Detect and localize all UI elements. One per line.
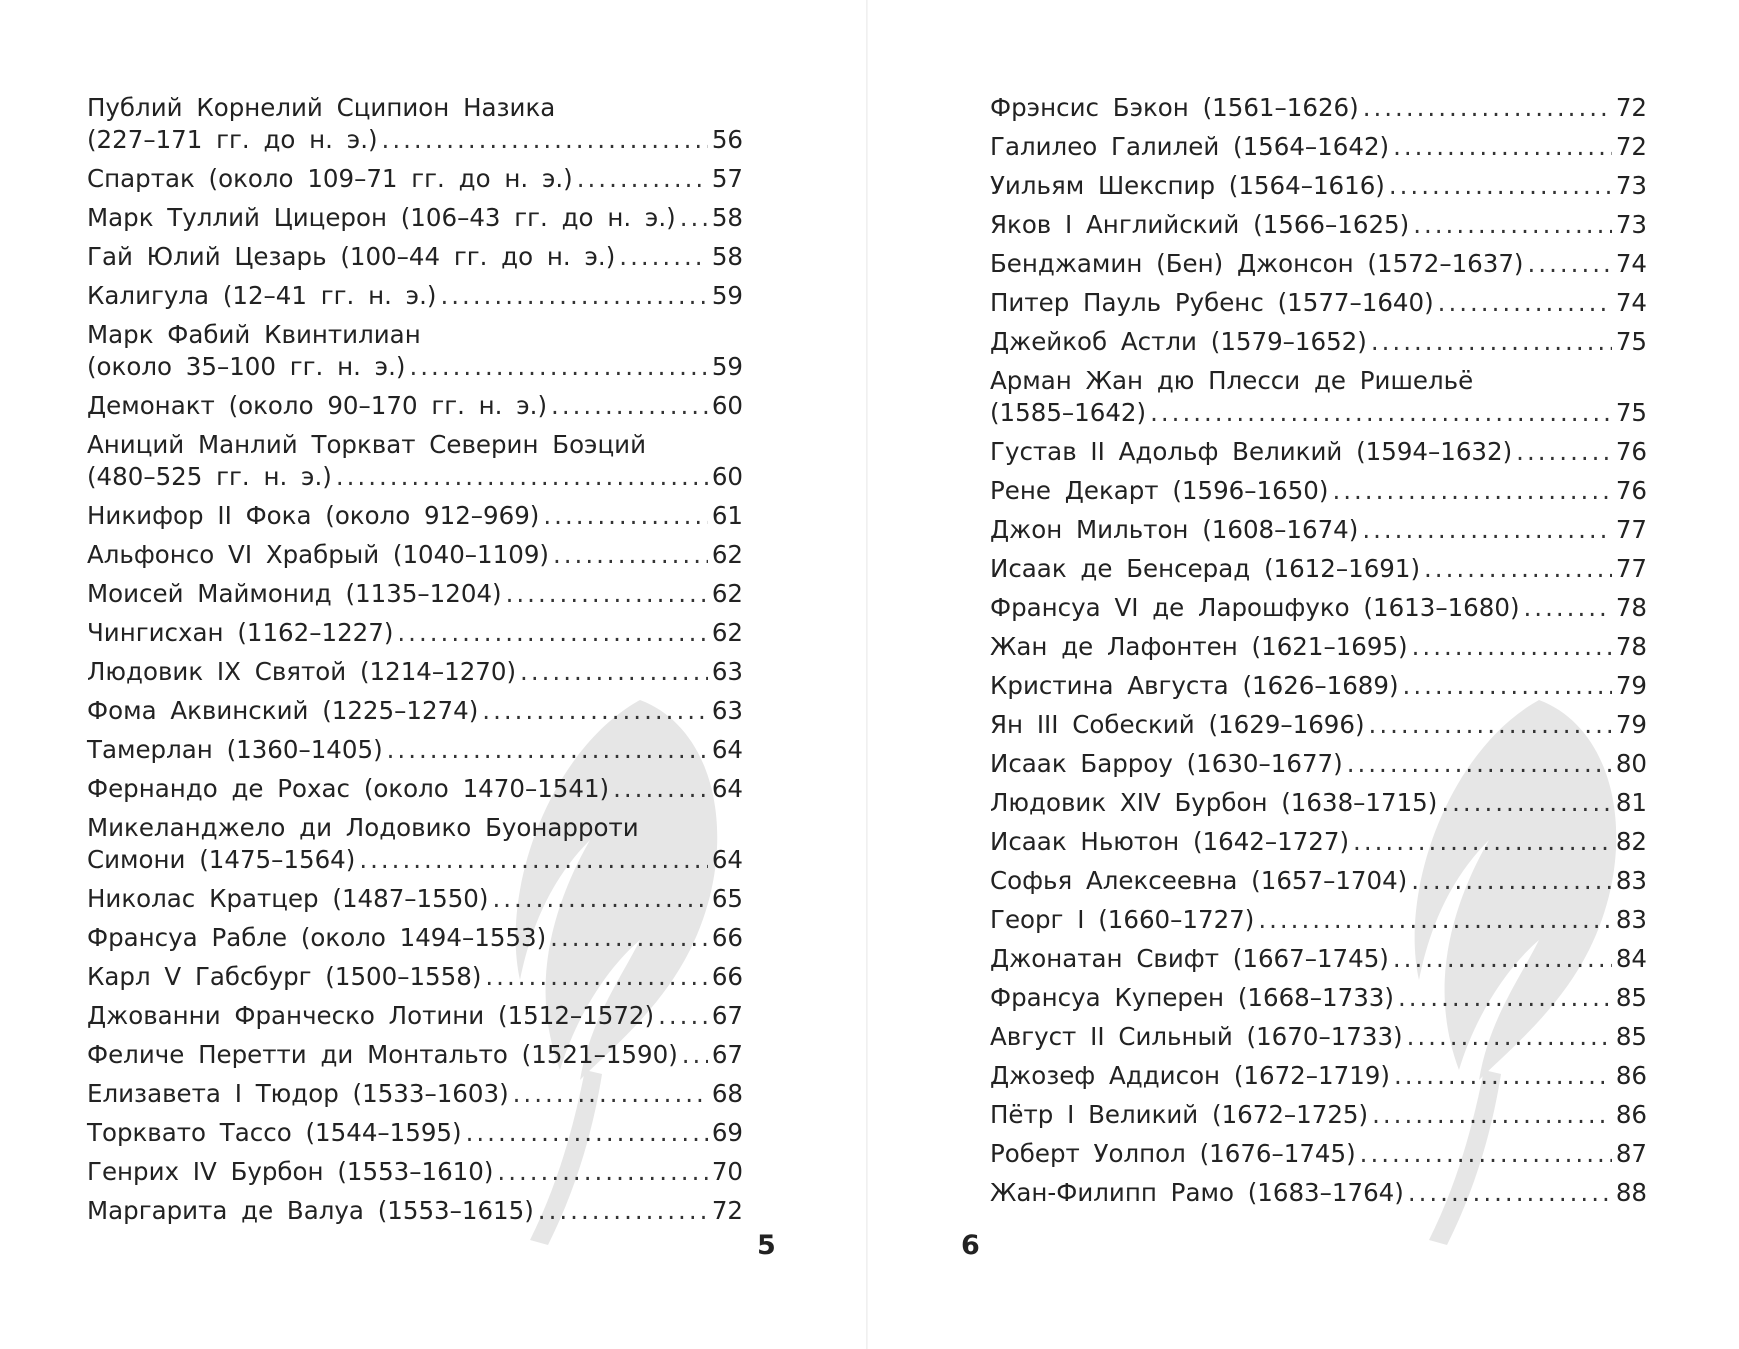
toc-entry-title: Джозеф Аддисон (1672–1719) [990,1061,1390,1090]
toc-entry-title: Фрэнсис Бэкон (1561–1626) [990,93,1359,122]
dot-leader [359,844,708,876]
toc-entry-page: 84 [1615,944,1647,973]
dot-leader [1394,1060,1612,1092]
toc-entry-page: 68 [711,1079,743,1108]
toc-entry [87,539,743,571]
toc-entry [87,319,743,383]
toc-entry-title: Микеланджело ди Лодовико Буонарроти [87,813,639,842]
toc-entry [87,773,743,805]
toc-entry-title: Бенджамин (Бен) Джонсон (1572–1637) [990,249,1524,278]
dot-leader [613,773,708,805]
toc-entry-page: 74 [1615,249,1647,278]
toc-entry-title: Франсуа Куперен (1668–1733) [990,983,1394,1012]
right-page [869,0,1739,1349]
page-number: 6 [961,1230,980,1261]
toc-entry [87,734,743,766]
toc-entry-page: 59 [711,281,743,310]
toc-entry-title: Рене Декарт (1596–1650) [990,476,1329,505]
toc-entry-page: 88 [1615,1178,1647,1207]
toc-entry-page: 60 [711,391,743,420]
dot-leader [1524,592,1612,624]
toc-entry-page: 64 [711,735,743,764]
dot-leader [492,883,707,915]
toc-entry-page: 63 [711,657,743,686]
dot-leader [1408,1177,1612,1209]
toc-entry-title: Джейкоб Астли (1579–1652) [990,327,1367,356]
toc-entry-title: Людовик XIV Бурбон (1638–1715) [990,788,1438,817]
dot-leader [1516,436,1612,468]
toc-entry-title: Маргарита де Валуа (1553–1615) [87,1196,534,1225]
toc-entry-title: Фома Аквинский (1225–1274) [87,696,479,725]
toc-entry-page: 87 [1615,1139,1647,1168]
toc-entry-title: Джон Мильтон (1608–1674) [990,515,1359,544]
toc-entry-page: 72 [1615,93,1647,122]
toc-entry-page: 65 [711,884,743,913]
toc-entry-title: Август II Сильный (1670–1733) [990,1022,1403,1051]
dot-leader [1258,904,1612,936]
toc-entry [990,436,1647,468]
toc-entry-title: Калигула (12–41 гг. н. э.) [87,281,437,310]
toc-entry [990,592,1647,624]
dot-leader [551,390,708,422]
page-number: 5 [757,1230,776,1261]
toc-entry-page: 74 [1615,288,1647,317]
toc-entry-page: 64 [711,845,743,874]
dot-leader [1398,982,1612,1014]
toc-entry [87,1117,743,1149]
toc-entry [990,209,1647,241]
toc-entry [990,865,1647,897]
toc-entry [87,241,743,273]
toc-entry-page: 85 [1615,983,1647,1012]
toc-entry-title: Карл V Габсбург (1500–1558) [87,962,482,991]
toc-entry-title: Тамерлан (1360–1405) [87,735,383,764]
toc-entry-page: 66 [711,962,743,991]
dot-leader [658,1000,708,1032]
toc-entry [990,514,1647,546]
toc-entry-page: 80 [1615,749,1647,778]
toc-entry [990,1099,1647,1131]
dot-leader [1424,553,1612,585]
toc-entry-dates: (около 35–100 гг. н. э.) [87,352,406,381]
toc-entry-page: 67 [711,1001,743,1030]
toc-entry-title: Франсуа Рабле (около 1494–1553) [87,923,547,952]
toc-entry [990,92,1647,124]
toc-entry-title: Елизавета I Тюдор (1533–1603) [87,1079,509,1108]
toc-entry-title: Аниций Манлий Торкват Северин Боэций [87,430,647,459]
toc-entry-page: 67 [711,1040,743,1069]
toc-entry [87,92,743,156]
toc-entry-page: 58 [711,203,743,232]
toc-entry-title: Пётр I Великий (1672–1725) [990,1100,1369,1129]
dot-leader [513,1078,708,1110]
dot-leader [550,922,708,954]
dot-leader [482,695,708,727]
toc-entry [990,709,1647,741]
toc-entry [990,1060,1647,1092]
toc-entry [87,656,743,688]
dot-leader [1413,209,1612,241]
toc-entry-page: 73 [1615,210,1647,239]
dot-leader [485,961,707,993]
toc-entry-dates: (1585–1642) [990,398,1147,427]
toc-entry [990,904,1647,936]
toc-entry-title: Моисей Маймонид (1135–1204) [87,579,502,608]
toc-entry-dates: (480–525 гг. н. э.) [87,462,332,491]
left-page [0,0,868,1349]
toc-entry-page: 77 [1615,515,1647,544]
toc-entry-page: 85 [1615,1022,1647,1051]
toc-entry-page: 76 [1615,476,1647,505]
toc-entry-title: Уильям Шекспир (1564–1616) [990,171,1385,200]
dot-leader [1332,475,1611,507]
toc-entry [990,943,1647,975]
dot-leader [382,124,708,156]
toc-entry-page: 56 [711,125,743,154]
dot-leader [577,163,708,195]
toc-entry-page: 64 [711,774,743,803]
toc-entry [990,131,1647,163]
dot-leader [440,280,707,312]
toc-entry-page: 62 [711,540,743,569]
dot-leader [1389,170,1612,202]
toc-entry-title: Торквато Тассо (1544–1595) [87,1118,462,1147]
toc-entry-title: Исаак Ньютон (1642–1727) [990,827,1350,856]
toc-entry [990,1138,1647,1170]
toc-entry-title: Марк Фабий Квинтилиан [87,320,421,349]
toc-entry-title: Фернандо де Рохас (около 1470–1541) [87,774,610,803]
toc-entry-title: Питер Пауль Рубенс (1577–1640) [990,288,1434,317]
toc-entry-title: Густав II Адольф Великий (1594–1632) [990,437,1513,466]
toc-entry-title: Яков I Английский (1566–1625) [990,210,1410,239]
toc-entry-title: Николас Кратцер (1487–1550) [87,884,489,913]
toc-entry [990,326,1647,358]
toc-entry-title: Альфонсо VI Храбрый (1040–1109) [87,540,549,569]
toc-entry [87,1156,743,1188]
toc-entry-title: Софья Алексеевна (1657–1704) [990,866,1408,895]
toc-entry [990,982,1647,1014]
toc-entry-page: 86 [1615,1100,1647,1129]
dot-leader [1407,1021,1612,1053]
toc-entry-title: Галилео Галилей (1564–1642) [990,132,1390,161]
toc-entry [990,631,1647,663]
toc-entry [87,1000,743,1032]
toc-entry [87,578,743,610]
toc-entry-title: Джованни Франческо Лотини (1512–1572) [87,1001,655,1030]
toc-entry [87,883,743,915]
toc-entry-title: Генрих IV Бурбон (1553–1610) [87,1157,494,1186]
dot-leader [1528,248,1612,280]
dot-leader [680,202,708,234]
dot-leader [466,1117,708,1149]
dot-leader [1360,1138,1612,1170]
toc-entry-page: 77 [1615,554,1647,583]
toc-entry-title: Георг I (1660–1727) [990,905,1255,934]
toc-entry-page: 78 [1615,593,1647,622]
dot-leader [1441,787,1612,819]
dot-leader [336,461,708,493]
toc-entry-page: 79 [1615,671,1647,700]
toc-entry-page: 79 [1615,710,1647,739]
toc-entry [990,553,1647,585]
toc-entry [87,163,743,195]
dot-leader [543,500,707,532]
toc-entry-title: Чингисхан (1162–1227) [87,618,394,647]
dot-leader [1438,287,1612,319]
dot-leader [682,1039,708,1071]
toc-entry-page: 82 [1615,827,1647,856]
toc-entry-title: Арман Жан дю Плесси де Ришельё [990,366,1474,395]
toc-entry-page: 83 [1615,866,1647,895]
toc-entry-title: Гай Юлий Цезарь (100–44 гг. до н. э.) [87,242,616,271]
toc-entry-page: 72 [1615,132,1647,161]
toc-entry [990,670,1647,702]
toc-entry-page: 66 [711,923,743,952]
dot-leader [1353,826,1612,858]
toc-entry [87,500,743,532]
toc-entry [990,787,1647,819]
toc-entry-title: Кристина Августа (1626–1689) [990,671,1399,700]
toc-entry-page: 76 [1615,437,1647,466]
toc-entry-title: Марк Туллий Цицерон (106–43 гг. до н. э.) [87,203,676,232]
toc-entry-title: Жан де Лафонтен (1621–1695) [990,632,1408,661]
toc-entry [990,287,1647,319]
toc-entry-title: Никифор II Фока (около 912–969) [87,501,540,530]
toc-entry-title: Демонакт (около 90–170 гг. н. э.) [87,391,548,420]
toc-entry-title: Исаак Барроу (1630–1677) [990,749,1343,778]
toc-entry-page: 61 [711,501,743,530]
toc-entry [87,961,743,993]
toc-entry [990,248,1647,280]
toc-entry [87,617,743,649]
toc-entry [990,748,1647,780]
dot-leader [1371,326,1612,358]
dot-leader [520,656,708,688]
toc-entry-dates: (227–171 гг. до н. э.) [87,125,378,154]
toc-entry-page: 62 [711,579,743,608]
toc-entry [87,390,743,422]
dot-leader [619,241,708,273]
toc-entry-title: Франсуа VI де Ларошфуко (1613–1680) [990,593,1520,622]
toc-entry-page: 63 [711,696,743,725]
toc-entry [990,1177,1647,1209]
toc-entry [990,475,1647,507]
toc-entry-title: Жан-Филипп Рамо (1683–1764) [990,1178,1404,1207]
toc-entry-page: 75 [1615,327,1647,356]
toc-entry-title: Джонатан Свифт (1667–1745) [990,944,1389,973]
dot-leader [506,578,708,610]
dot-leader [1393,131,1612,163]
dot-leader [1393,943,1612,975]
toc-entry-page: 78 [1615,632,1647,661]
toc-entry-page: 86 [1615,1061,1647,1090]
toc-entry-page: 58 [711,242,743,271]
toc-entry [87,1078,743,1110]
dot-leader [1411,865,1612,897]
toc-entry [87,202,743,234]
toc-entry [990,826,1647,858]
toc-entry-page: 59 [711,352,743,381]
toc-entry-page: 57 [711,164,743,193]
toc-entry [87,280,743,312]
dot-leader [538,1195,708,1227]
toc-entry [87,812,743,876]
toc-entry [87,922,743,954]
table-of-contents-left [87,92,743,1234]
toc-entry [87,1195,743,1227]
toc-entry-page: 73 [1615,171,1647,200]
dot-leader [1372,1099,1612,1131]
toc-entry-page: 81 [1615,788,1647,817]
dot-leader [1412,631,1612,663]
toc-entry [87,695,743,727]
toc-entry-page: 62 [711,618,743,647]
toc-entry [990,365,1647,429]
dot-leader [397,617,707,649]
dot-leader [497,1156,707,1188]
toc-entry-title: Исаак де Бенсерад (1612–1691) [990,554,1421,583]
dot-leader [553,539,708,571]
dot-leader [1369,709,1612,741]
toc-entry-page: 70 [711,1157,743,1186]
toc-entry-title: Феличе Перетти ди Монтальто (1521–1590) [87,1040,678,1069]
dot-leader [1363,92,1612,124]
toc-entry [87,429,743,493]
toc-entry-page: 60 [711,462,743,491]
dot-leader [409,351,707,383]
toc-entry-title: Роберт Уолпол (1676–1745) [990,1139,1356,1168]
dot-leader [1403,670,1612,702]
toc-entry-title: Публий Корнелий Сципион Назика [87,93,556,122]
dot-leader [1347,748,1612,780]
toc-entry-title: Людовик IX Святой (1214–1270) [87,657,517,686]
toc-entry-title: Ян III Собеский (1629–1696) [990,710,1365,739]
toc-entry-title: Спартак (около 109–71 гг. до н. э.) [87,164,573,193]
toc-entry-page: 75 [1615,398,1647,427]
toc-entry [990,170,1647,202]
dot-leader [1362,514,1612,546]
dot-leader [387,734,708,766]
toc-entry-page: 69 [711,1118,743,1147]
toc-entry [87,1039,743,1071]
toc-entry [990,1021,1647,1053]
toc-entry-page: 83 [1615,905,1647,934]
toc-entry-page: 72 [711,1196,743,1225]
toc-entry-dates: Симони (1475–1564) [87,845,356,874]
table-of-contents-right [990,92,1647,1216]
dot-leader [1150,397,1612,429]
